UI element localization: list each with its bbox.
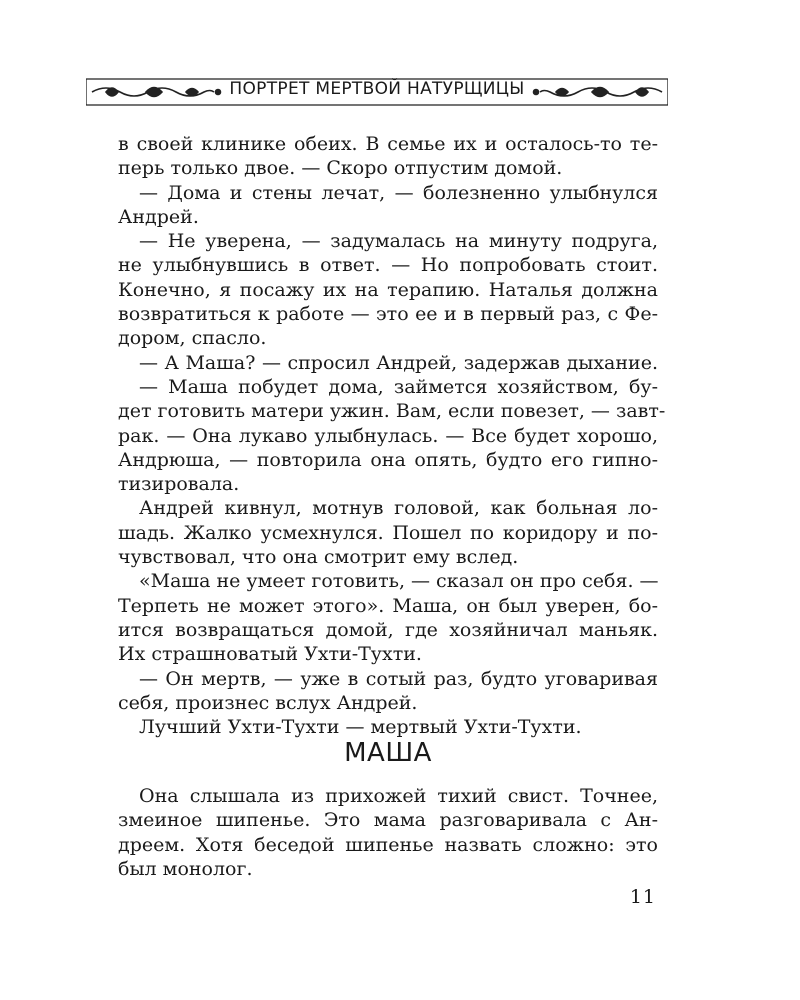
text-line: не улыбнувшись в ответ. — Но попробовать стоит. bbox=[118, 254, 658, 277]
running-header bbox=[86, 76, 668, 108]
text-line: себя, произнес вслух Андрей. bbox=[118, 691, 418, 714]
text-line: змеиное шипенье. Это мама разговаривала с Ан- bbox=[118, 809, 658, 832]
page-number: 11 bbox=[629, 886, 656, 908]
text-line: — Маша побудет дома, займется хозяйством, бу- bbox=[139, 375, 658, 398]
text-line: Конечно, я посажу их на терапию. Наталья должна bbox=[118, 278, 658, 301]
text-line: шадь. Жалко усмехнулся. Пошел по коридору и по- bbox=[118, 521, 658, 544]
text-line: дором, спасло. bbox=[118, 327, 267, 350]
text-line: Лучший Ухти-Тухти — мертвый Ухти-Тухти. bbox=[139, 716, 582, 739]
text-line: дреем. Хотя беседой шипенье назвать сложно: это bbox=[118, 833, 658, 856]
text-line: — Не уверена, — задумалась на минуту подруга, bbox=[139, 230, 658, 253]
text-line: тизировала. bbox=[118, 473, 240, 496]
text-line: ится возвращаться домой, где хозяйничал маньяк. bbox=[118, 618, 658, 641]
text-line: перь только двое. — Скоро отпустим домой. bbox=[118, 157, 563, 180]
text-line: Терпеть не может этого». Маша, он был уверен, бо- bbox=[118, 594, 658, 617]
text-line: — А Маша? — спросил Андрей, задержав дыхание. bbox=[139, 351, 658, 374]
body-text bbox=[118, 132, 666, 739]
text-line: Их страшноватый Ухти-Тухти. bbox=[118, 643, 422, 666]
section-title: МАША bbox=[344, 738, 432, 768]
text-line: Андрей. bbox=[118, 205, 199, 228]
header-title: ПОРТРЕТ МЕРТВОЙ НАТУРЩИЦЫ bbox=[229, 79, 525, 99]
text-line: — Он мертв, — уже в сотый раз, будто уговаривая bbox=[139, 667, 658, 690]
text-line: рак. — Она лукаво улыбнулась. — Все будет хорошо, bbox=[118, 424, 658, 447]
text-line: Андрей кивнул, мотнув головой, как больная ло- bbox=[139, 497, 658, 520]
text-line: «Маша не умеет готовить, — сказал он про себя. — bbox=[139, 570, 659, 593]
text-line: — Дома и стены лечат, — болезненно улыбнулся bbox=[139, 181, 658, 204]
text-line: в своей клинике обеих. В семье их и осталось-то те- bbox=[118, 133, 658, 155]
text-line: Андрюша, — повторила она опять, будто его гипно- bbox=[118, 448, 658, 471]
text-line: Она слышала из прихожей тихий свист. Точнее, bbox=[139, 785, 658, 807]
text-line: возвратиться к работе — это ее и в первый раз, с Фе- bbox=[118, 303, 658, 326]
text-line: чувствовал, что она смотрит ему вслед. bbox=[118, 546, 519, 569]
section-text bbox=[118, 784, 658, 881]
text-line: дет готовить матери ужин. Вам, если повезет, — завт- bbox=[118, 400, 666, 423]
text-line: был монолог. bbox=[118, 857, 253, 880]
